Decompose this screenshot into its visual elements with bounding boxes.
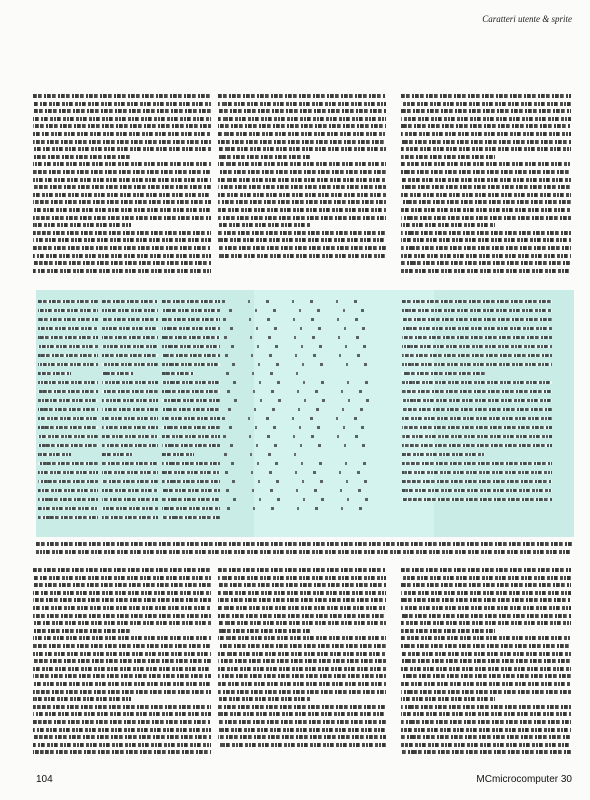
text-line [401, 659, 571, 663]
text-line [222, 390, 372, 393]
text-line [33, 170, 211, 174]
text-line [401, 652, 571, 656]
text-line [102, 516, 158, 519]
text-line [102, 417, 158, 420]
text-line [222, 354, 372, 357]
text-line [222, 345, 372, 348]
text-line [222, 444, 372, 447]
text-line [401, 216, 571, 220]
text-line [33, 728, 211, 732]
text-line [401, 614, 571, 618]
text-line [218, 621, 386, 625]
text-line [38, 336, 98, 339]
text-line [218, 667, 386, 671]
text-line [33, 568, 211, 572]
text-line [102, 435, 158, 438]
text-line [401, 170, 571, 174]
text-line [33, 735, 211, 739]
text-line [162, 363, 220, 366]
text-line [33, 583, 211, 587]
text-line [402, 471, 552, 474]
text-line [162, 336, 220, 339]
text-line [102, 363, 158, 366]
text-line [33, 606, 211, 610]
text-line [33, 162, 211, 166]
text-line [401, 178, 571, 182]
text-line [401, 682, 571, 686]
text-line [401, 109, 571, 113]
text-line [218, 735, 386, 739]
listing-column-4 [222, 298, 372, 518]
text-line [218, 598, 386, 602]
text-line [38, 453, 71, 456]
text-line [162, 462, 220, 465]
text-line [38, 318, 98, 321]
page-number: 104 [36, 774, 53, 785]
text-line [218, 178, 386, 182]
text-line [33, 117, 211, 121]
text-line [401, 147, 571, 151]
text-line [401, 690, 571, 694]
text-line [222, 489, 372, 492]
text-line [401, 591, 571, 595]
text-line [162, 453, 194, 456]
text-line [33, 216, 211, 220]
text-line [33, 750, 211, 754]
text-line [33, 598, 211, 602]
text-line [218, 124, 386, 128]
text-line [222, 453, 305, 456]
text-column-bottom-2 [218, 566, 386, 750]
text-line [402, 390, 552, 393]
text-line [162, 507, 220, 510]
text-line [102, 498, 158, 501]
text-line [401, 712, 571, 716]
running-head: Caratteri utente & sprite [482, 14, 572, 24]
text-line [222, 372, 305, 375]
text-line [162, 435, 220, 438]
text-line [102, 327, 158, 330]
text-line [218, 102, 386, 106]
text-line [218, 223, 310, 227]
text-line [401, 269, 571, 273]
text-line [38, 390, 98, 393]
text-line [401, 705, 571, 709]
text-line [218, 216, 386, 220]
text-line [401, 231, 571, 235]
text-line [218, 606, 386, 610]
text-line [401, 132, 571, 136]
text-line [402, 435, 552, 438]
text-line [402, 336, 552, 339]
text-line [218, 246, 386, 250]
text-line [102, 471, 158, 474]
text-line [33, 269, 211, 273]
text-line [33, 254, 211, 258]
text-line [401, 728, 571, 732]
text-line [33, 102, 211, 106]
text-line [401, 94, 571, 98]
text-line [38, 462, 98, 465]
text-line [218, 644, 386, 648]
text-line [33, 705, 211, 709]
text-line [218, 583, 386, 587]
text-line [402, 417, 552, 420]
text-line [402, 462, 552, 465]
text-line [102, 444, 158, 447]
text-line [402, 363, 552, 366]
text-line [218, 690, 386, 694]
text-line [401, 697, 495, 701]
text-line [33, 576, 211, 580]
text-line [401, 200, 571, 204]
text-line [401, 674, 571, 678]
listing-column-3 [162, 298, 220, 526]
text-line [33, 200, 211, 204]
text-line [33, 621, 211, 625]
text-line [33, 682, 211, 686]
text-line [33, 208, 211, 212]
text-line [33, 644, 211, 648]
text-line [38, 417, 98, 420]
text-line [33, 147, 211, 151]
text-line [401, 583, 571, 587]
text-line [33, 697, 131, 701]
text-line [33, 690, 211, 694]
text-line [401, 750, 571, 754]
text-line [218, 109, 386, 113]
text-line [401, 254, 571, 258]
text-line [222, 300, 372, 303]
text-line [218, 185, 386, 189]
text-line [162, 381, 220, 384]
text-line [38, 444, 98, 447]
text-line [38, 372, 71, 375]
text-line [218, 720, 386, 724]
text-line [162, 399, 220, 402]
text-line [222, 435, 372, 438]
text-line [218, 576, 386, 580]
text-line [38, 363, 98, 366]
program-listing-box [36, 290, 574, 537]
text-line [222, 417, 372, 420]
text-line [218, 674, 386, 678]
text-line [38, 354, 98, 357]
text-line [218, 591, 386, 595]
text-line [33, 261, 211, 265]
text-line [402, 399, 552, 402]
text-line [401, 735, 571, 739]
text-line [401, 576, 571, 580]
text-line [33, 667, 211, 671]
text-line [218, 652, 386, 656]
text-line [33, 614, 211, 618]
text-line [218, 162, 386, 166]
text-line [401, 743, 571, 747]
text-line [402, 327, 552, 330]
text-line [38, 498, 98, 501]
text-line [222, 399, 372, 402]
text-line [33, 652, 211, 656]
text-line [38, 480, 98, 483]
text-line [222, 327, 372, 330]
text-column-top-3 [401, 92, 571, 276]
text-line [33, 155, 131, 159]
text-line [401, 238, 571, 242]
text-line [401, 155, 495, 159]
text-line [36, 542, 572, 546]
text-line [401, 140, 571, 144]
text-line [162, 300, 220, 303]
text-column-bottom-1 [33, 566, 211, 754]
text-line [402, 309, 552, 312]
text-line [401, 598, 571, 602]
text-line [102, 354, 158, 357]
text-line [162, 354, 220, 357]
text-line [222, 408, 372, 411]
text-line [33, 223, 131, 227]
text-line [218, 743, 386, 747]
text-line [402, 372, 485, 375]
text-line [402, 354, 552, 357]
text-line [102, 372, 133, 375]
text-line [102, 381, 158, 384]
text-line [102, 390, 158, 393]
text-line [162, 327, 220, 330]
text-line [33, 94, 211, 98]
text-line [218, 712, 386, 716]
text-line [33, 109, 211, 113]
text-line [222, 480, 372, 483]
text-line [402, 480, 552, 483]
text-line [162, 318, 220, 321]
text-line [38, 381, 98, 384]
listing-column-2 [102, 298, 158, 526]
text-line [38, 300, 98, 303]
listing-column-1 [38, 298, 98, 526]
text-line [33, 185, 211, 189]
text-line [33, 674, 211, 678]
text-line [218, 231, 386, 235]
text-line [102, 426, 158, 429]
text-line [401, 246, 571, 250]
text-line [102, 399, 158, 402]
text-line [222, 336, 372, 339]
text-line [402, 300, 552, 303]
text-line [38, 489, 98, 492]
text-line [401, 667, 571, 671]
text-line [401, 720, 571, 724]
text-line [162, 489, 220, 492]
text-line [218, 200, 386, 204]
text-line [33, 636, 211, 640]
text-line [38, 408, 98, 411]
text-line [401, 636, 571, 640]
text-line [33, 231, 211, 235]
text-band-mid [36, 540, 572, 554]
text-line [401, 117, 571, 121]
text-line [218, 155, 310, 159]
text-line [402, 345, 552, 348]
text-line [162, 444, 220, 447]
text-line [102, 408, 158, 411]
text-line [162, 390, 220, 393]
text-line [162, 480, 220, 483]
text-line [162, 471, 220, 474]
text-line [401, 185, 571, 189]
text-line [162, 372, 194, 375]
text-line [401, 208, 571, 212]
text-line [218, 147, 386, 151]
text-line [402, 453, 485, 456]
text-line [33, 132, 211, 136]
text-line [222, 426, 372, 429]
text-line [36, 550, 572, 554]
text-line [218, 636, 386, 640]
text-line [38, 309, 98, 312]
text-line [33, 712, 211, 716]
text-line [102, 345, 158, 348]
text-line [218, 728, 386, 732]
text-line [218, 170, 386, 174]
text-line [38, 399, 98, 402]
text-line [401, 162, 571, 166]
text-line [162, 417, 220, 420]
text-line [162, 516, 220, 519]
text-line [162, 309, 220, 312]
text-line [33, 238, 211, 242]
text-column-bottom-3 [401, 566, 571, 754]
text-line [218, 659, 386, 663]
text-line [218, 705, 386, 709]
text-line [33, 140, 211, 144]
text-line [401, 261, 571, 265]
text-line [218, 140, 386, 144]
text-line [162, 408, 220, 411]
text-line [38, 327, 98, 330]
text-line [218, 208, 386, 212]
text-line [33, 246, 211, 250]
listing-column-5 [402, 298, 552, 503]
text-line [218, 682, 386, 686]
text-line [401, 644, 571, 648]
text-line [402, 381, 552, 384]
text-line [218, 629, 310, 633]
text-line [218, 94, 386, 98]
text-line [222, 471, 372, 474]
text-line [38, 516, 98, 519]
text-line [218, 117, 386, 121]
text-line [33, 659, 211, 663]
magazine-issue: MCmicrocomputer 30 [476, 774, 572, 785]
text-line [102, 336, 158, 339]
text-line [402, 498, 552, 501]
text-line [222, 498, 372, 501]
text-line [218, 132, 386, 136]
text-line [33, 743, 211, 747]
text-line [162, 426, 220, 429]
text-line [401, 193, 571, 197]
text-line [102, 309, 158, 312]
text-line [401, 223, 495, 227]
text-line [401, 606, 571, 610]
text-line [222, 462, 372, 465]
text-line [402, 444, 552, 447]
text-line [222, 363, 372, 366]
text-column-top-2 [218, 92, 386, 264]
text-line [38, 345, 98, 348]
text-line [102, 318, 158, 321]
text-line [33, 629, 131, 633]
text-line [102, 489, 158, 492]
text-line [218, 238, 386, 242]
text-line [33, 720, 211, 724]
text-line [401, 621, 571, 625]
text-line [218, 697, 310, 701]
text-line [33, 124, 211, 128]
text-line [401, 568, 571, 572]
text-line [102, 507, 158, 510]
text-line [402, 318, 552, 321]
text-line [38, 435, 98, 438]
text-line [401, 124, 571, 128]
text-line [218, 254, 386, 258]
text-line [401, 629, 495, 633]
text-line [102, 462, 158, 465]
text-line [38, 471, 98, 474]
text-line [38, 426, 98, 429]
text-column-top-1 [33, 92, 211, 276]
text-line [102, 480, 158, 483]
text-line [218, 568, 386, 572]
text-line [222, 318, 372, 321]
text-line [162, 345, 220, 348]
text-line [218, 193, 386, 197]
text-line [402, 489, 552, 492]
text-line [222, 381, 372, 384]
text-line [222, 309, 372, 312]
text-line [162, 498, 220, 501]
text-line [401, 102, 571, 106]
text-line [222, 507, 372, 510]
text-line [33, 193, 211, 197]
text-line [33, 591, 211, 595]
text-line [38, 507, 98, 510]
text-line [102, 453, 133, 456]
text-line [218, 614, 386, 618]
text-line [33, 178, 211, 182]
text-line [402, 426, 552, 429]
text-line [102, 300, 158, 303]
text-line [402, 408, 552, 411]
